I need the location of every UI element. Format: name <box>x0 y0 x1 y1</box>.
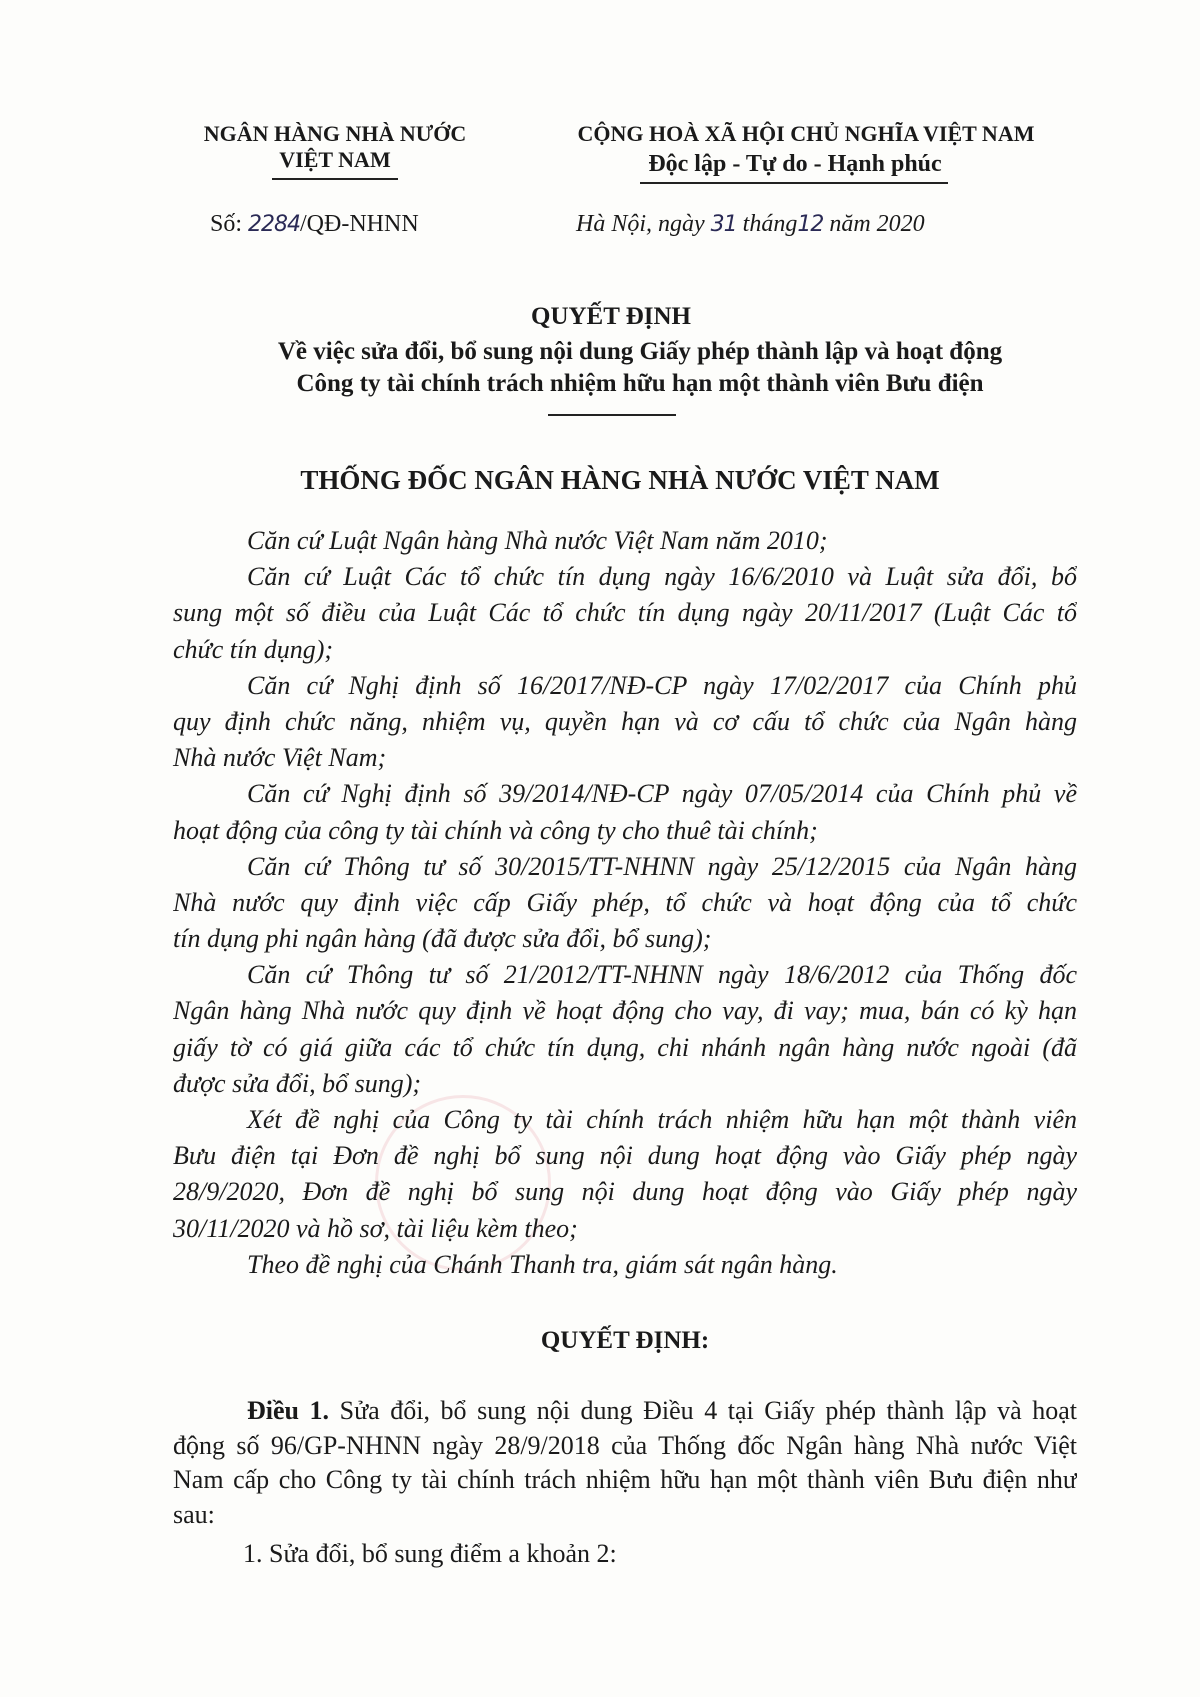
article-1-item-1: 1. Sửa đổi, bổ sung điểm a khoản 2: <box>243 1539 617 1568</box>
preamble <box>173 523 1077 1283</box>
preamble-line: Căn cứ Thông tư số 21/2012/TT-NHNN ngày 18/6/2012 của Thống đốc <box>247 960 1077 990</box>
article-1-label: Điều 1. <box>247 1396 330 1425</box>
preamble-line: được sửa đổi, bổ sung); <box>173 1068 422 1098</box>
preamble-line: giấy tờ có giá giữa các tổ chức tín dụng, chi nhánh ngân hàng nước ngoài (đã <box>173 1032 1077 1062</box>
issuing-authority: THỐNG ĐỐC NGÂN HÀNG NHÀ NƯỚC VIỆT NAM <box>300 465 940 495</box>
agency-name-line2: VIỆT NAM <box>279 147 391 172</box>
preamble-line: sung một số điều của Luật Các tổ chức tín dụng ngày 20/11/2017 (Luật Các tổ <box>173 598 1077 628</box>
preamble-line: 28/9/2020, Đơn đề nghị bổ sung nội dung hoạt động vào Giấy phép ngày <box>173 1177 1077 1207</box>
agency-underline <box>272 178 398 180</box>
nation-motto: Độc lập - Tự do - Hạnh phúc <box>648 151 942 177</box>
article-1-line: động số 96/GP-NHNN ngày 28/9/2018 của Thống đốc Ngân hàng Nhà nước Việt <box>173 1430 1077 1460</box>
preamble-line: Nhà nước Việt Nam; <box>173 743 387 773</box>
preamble-line: Nhà nước quy định việc cấp Giấy phép, tổ chức và hoạt động của tổ chức <box>173 887 1077 917</box>
handwritten-day: 31 <box>710 212 737 237</box>
preamble-line: Căn cứ Luật Ngân hàng Nhà nước Việt Nam năm 2010; <box>247 526 828 555</box>
handwritten-number: 2284 <box>248 212 301 237</box>
document-subtitle-line1: Về việc sửa đổi, bổ sung nội dung Giấy phép thành lập và hoạt động <box>277 338 1003 365</box>
preamble-line: Căn cứ Nghị định số 16/2017/NĐ-CP ngày 17/02/2017 của Chính phủ <box>247 670 1077 700</box>
title-divider <box>548 414 676 416</box>
document-date <box>576 211 925 238</box>
preamble-line: Ngân hàng Nhà nước quy định về hoạt động cho vay, đi vay; mua, bán có kỳ hạn <box>173 996 1077 1026</box>
preamble-line: tín dụng phi ngân hàng (đã được sửa đổi, bổ sung); <box>173 924 712 954</box>
nation-title: CỘNG HOÀ XÃ HỘI CHỦ NGHĨA VIỆT NAM <box>577 121 1035 146</box>
document-number <box>210 211 419 238</box>
preamble-line: Theo đề nghị của Chánh Thanh tra, giám sát ngân hàng. <box>247 1249 838 1279</box>
document-subtitle-line2: Công ty tài chính trách nhiệm hữu hạn một thành viên Bưu điện <box>296 370 984 397</box>
date-year: năm 2020 <box>829 211 925 237</box>
preamble-line: hoạt động của công ty tài chính và công ty cho thuê tài chính; <box>173 815 818 845</box>
article-1-line: Nam cấp cho Công ty tài chính trách nhiệm hữu hạn một thành viên Bưu điện như <box>173 1465 1077 1494</box>
motto-underline <box>640 182 948 184</box>
number-suffix: /QĐ-NHNN <box>300 211 419 237</box>
preamble-line: Căn cứ Luật Các tổ chức tín dụng ngày 16/6/2010 và Luật sửa đổi, bổ <box>247 562 1077 592</box>
preamble-line: Xét đề nghị của Công ty tài chính trách nhiệm hữu hạn một thành viên <box>247 1105 1077 1134</box>
handwritten-month: 12 <box>797 212 824 237</box>
preamble-line: Căn cứ Nghị định số 39/2014/NĐ-CP ngày 07/05/2014 của Chính phủ về <box>247 779 1077 809</box>
date-place: Hà Nội, ngày <box>576 211 705 237</box>
preamble-line: Bưu điện tại Đơn đề nghị bổ sung nội dung hoạt động vào Giấy phép ngày <box>173 1141 1077 1171</box>
preamble-line: 30/11/2020 và hồ sơ, tài liệu kèm theo; <box>173 1213 578 1243</box>
document-title: QUYẾT ĐỊNH <box>531 303 691 330</box>
article-1-line <box>173 1394 1077 1429</box>
article-1 <box>173 1394 1077 1532</box>
date-month-label: tháng <box>742 211 798 237</box>
article-1-line: sau: <box>173 1499 215 1529</box>
number-prefix: Số: <box>210 211 243 237</box>
preamble-line: chức tín dụng); <box>173 634 334 664</box>
preamble-line: Căn cứ Thông tư số 30/2015/TT-NHNN ngày 25/12/2015 của Ngân hàng <box>247 851 1077 881</box>
preamble-line: quy định chức năng, nhiệm vụ, quyền hạn và cơ cấu tổ chức của Ngân hàng <box>173 706 1077 736</box>
agency-name-line1: NGÂN HÀNG NHÀ NƯỚC <box>203 121 467 146</box>
article-1-text: Sửa đổi, bổ sung nội dung Điều 4 tại Giấy phép thành lập và hoạt <box>329 1396 1077 1425</box>
decision-heading: QUYẾT ĐỊNH: <box>540 1327 710 1354</box>
